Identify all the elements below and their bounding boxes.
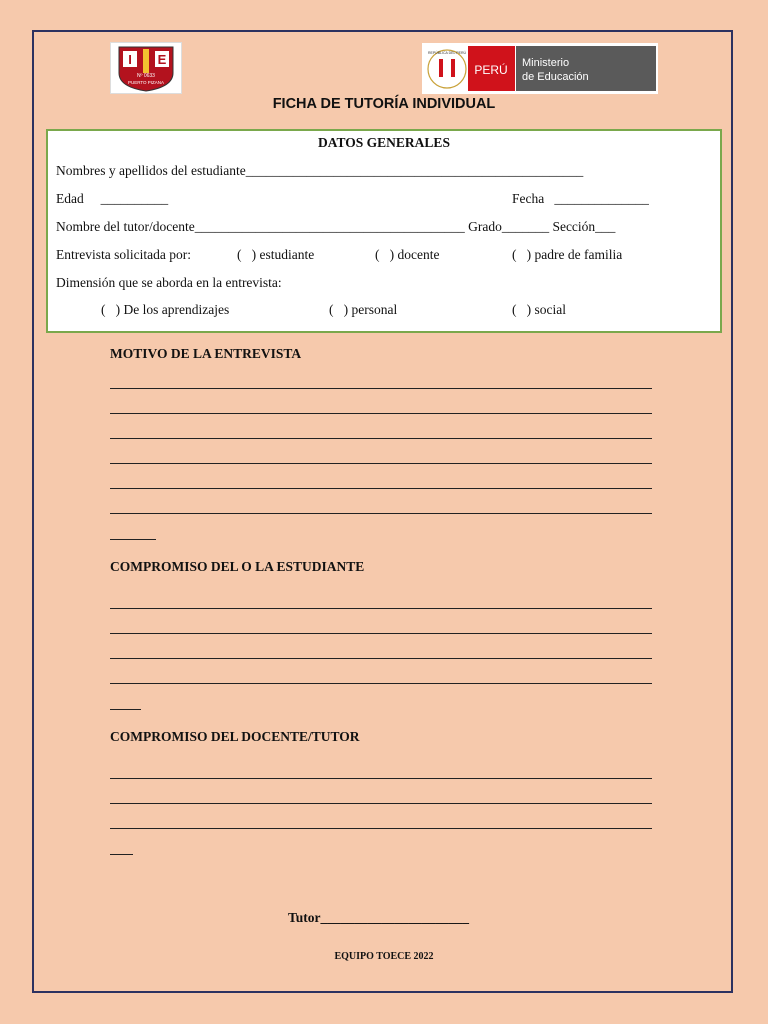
writing-line[interactable] — [110, 413, 652, 414]
writing-line[interactable] — [110, 683, 652, 684]
logo-number: Nº 0633 — [137, 73, 155, 79]
writing-line[interactable] — [110, 803, 652, 804]
writing-line-short[interactable] — [110, 854, 133, 855]
tutor-grade-section-field[interactable]: Nombre del tutor/docente________________________________________ Grado_______ Sección___ — [56, 219, 616, 234]
writing-line-short[interactable] — [110, 539, 156, 540]
logo-place: PUERTO PIZANA — [127, 80, 165, 85]
option-docente[interactable]: ( ) docente — [375, 247, 440, 262]
peru-text: PERÚ — [474, 63, 508, 77]
writing-line[interactable] — [110, 488, 652, 489]
writing-line-short[interactable] — [110, 709, 141, 710]
option-estudiante[interactable]: ( ) estudiante — [237, 247, 315, 262]
writing-line[interactable] — [110, 828, 652, 829]
date-field[interactable]: Fecha ______________ — [512, 191, 649, 206]
datos-heading: DATOS GENERALES — [318, 135, 450, 150]
writing-line[interactable] — [110, 778, 652, 779]
writing-line[interactable] — [110, 608, 652, 609]
logo-letter-e: E — [157, 52, 167, 67]
ministry-logo — [422, 43, 658, 94]
logo-letter-i: I — [128, 52, 132, 67]
writing-line[interactable] — [110, 463, 652, 464]
option-personal[interactable]: ( ) personal — [329, 302, 398, 317]
writing-line[interactable] — [110, 658, 652, 659]
dimension-label: Dimensión que se aborda en la entrevista: — [56, 275, 282, 290]
writing-line[interactable] — [110, 513, 652, 514]
interview-requested-label: Entrevista solicitada por: — [56, 247, 191, 262]
writing-line[interactable] — [110, 438, 652, 439]
age-field[interactable]: Edad __________ — [56, 191, 169, 206]
footer-equipo: EQUIPO TOECE 2022 — [334, 951, 434, 962]
form-title: FICHA DE TUTORÍA INDIVIDUAL — [272, 96, 496, 112]
motivo-heading: MOTIVO DE LA ENTREVISTA — [110, 346, 302, 361]
school-logo — [110, 42, 182, 94]
compromiso-estudiante-heading: COMPROMISO DEL O LA ESTUDIANTE — [110, 559, 365, 574]
ministry-line2: de Educación — [522, 71, 589, 83]
option-social[interactable]: ( ) social — [512, 302, 566, 317]
compromiso-docente-heading: COMPROMISO DEL DOCENTE/TUTOR — [110, 729, 360, 744]
writing-line[interactable] — [110, 388, 652, 389]
option-aprendizajes[interactable]: ( ) De los aprendizajes — [101, 302, 230, 317]
tutor-signature[interactable]: Tutor______________________ — [288, 910, 470, 925]
seal-text: REPÚBLICA DEL PERÚ — [428, 51, 466, 55]
writing-line[interactable] — [110, 633, 652, 634]
student-name-field[interactable]: Nombres y apellidos del estudiante__________________________________________________ — [56, 163, 584, 178]
ministry-line1: Ministerio — [522, 57, 570, 69]
option-padre[interactable]: ( ) padre de familia — [512, 247, 623, 262]
